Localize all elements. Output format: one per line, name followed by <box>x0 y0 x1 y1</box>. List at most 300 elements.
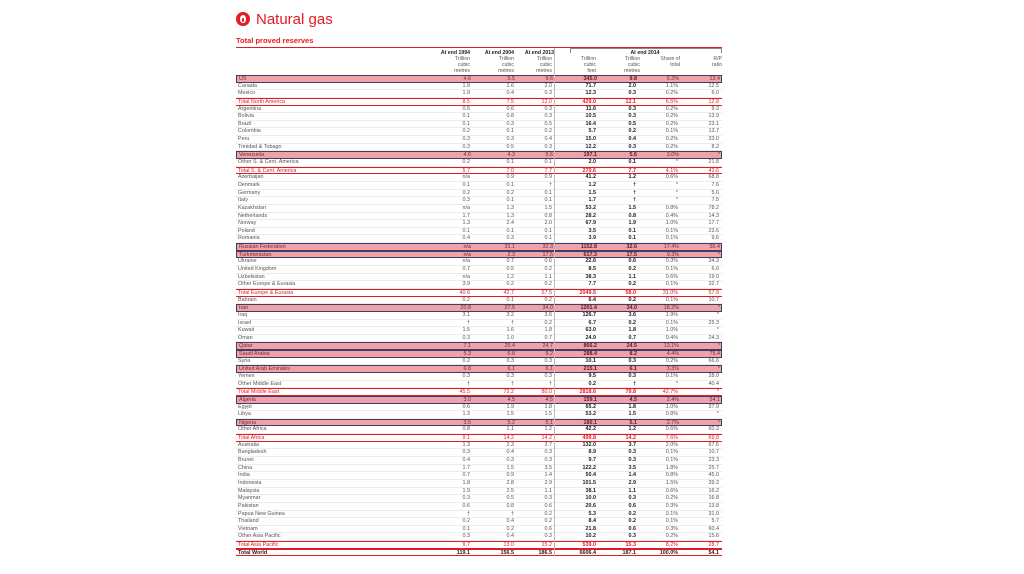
cell-value: 0.6 <box>544 525 552 532</box>
cell-value: 7.7 <box>588 281 596 288</box>
cell-value: 0.3 <box>506 457 514 464</box>
cell-value: 1.2 <box>506 273 514 280</box>
cell-value: 0.2 <box>628 319 636 326</box>
cell-value: * <box>717 152 720 159</box>
cell-value: 17.4% <box>663 244 679 251</box>
row-label: Papua New Guinea <box>238 510 285 517</box>
cell-value: 0.3 <box>628 495 636 502</box>
row-label: Libya <box>238 411 251 418</box>
cell-value: 0.3 <box>628 113 636 120</box>
cell-value: 53.2 <box>585 411 596 418</box>
cell-value: 38.1 <box>585 487 596 494</box>
cell-value: 5.7 <box>462 167 470 174</box>
cell-value: 3.5 <box>628 464 636 471</box>
cell-value: 69.8 <box>708 435 719 442</box>
cell-value: 126.7 <box>582 311 596 318</box>
table-row <box>236 335 722 343</box>
cell-value: 0.3 <box>462 495 470 502</box>
cell-value: n/a <box>463 244 471 251</box>
cell-value: 10.1 <box>585 357 596 364</box>
cell-value: 1.9 <box>462 82 470 89</box>
cell-value: 2.9 <box>628 479 636 486</box>
table-row <box>236 396 722 404</box>
cell-value: 0.3 <box>462 197 470 204</box>
table-row <box>236 182 722 190</box>
row-label: Germany <box>238 189 261 196</box>
cell-value: 1152.8 <box>580 244 597 251</box>
cell-value: 0.2% <box>665 120 678 127</box>
cell-value: 0.7 <box>462 266 470 273</box>
cell-value: 0.7 <box>462 472 470 479</box>
cell-value: 60.4 <box>708 525 719 532</box>
cell-value: 0.6% <box>665 426 678 433</box>
cell-value: 31.0 <box>708 510 719 517</box>
cell-value: 0.4 <box>506 449 514 456</box>
cell-value: n/a <box>462 174 470 181</box>
cell-value: 1.0% <box>665 220 678 227</box>
cell-value: † <box>511 319 514 326</box>
cell-value: 1.8% <box>665 464 678 471</box>
cell-value: 13.8 <box>708 502 719 509</box>
cell-value: 32.6 <box>626 244 637 251</box>
cell-value: 9.3 <box>711 105 719 112</box>
table-row <box>236 144 722 152</box>
cell-value: 1.1 <box>628 273 636 280</box>
cell-value: 27.5 <box>504 305 515 312</box>
cell-value: 60.3 <box>708 426 719 433</box>
cell-value: 16.8 <box>708 495 719 502</box>
table-row <box>236 106 722 114</box>
row-label: Algeria <box>239 396 256 403</box>
cell-value: 13.4 <box>709 76 720 82</box>
cell-value: 28.7 <box>708 542 719 549</box>
cell-value: 8.9 <box>588 449 596 456</box>
cell-value: 24.9 <box>585 334 596 341</box>
cell-value: 39.2 <box>708 479 719 486</box>
unit-line: cubic <box>627 61 640 68</box>
unit-line: total <box>670 61 680 68</box>
cell-value: 1.9 <box>462 90 470 97</box>
cell-value: 1.8 <box>544 403 552 410</box>
cell-value: 0.1 <box>506 296 514 303</box>
cell-value: * <box>675 380 678 387</box>
row-label: Bahrain <box>238 296 257 303</box>
cell-value: 0.3 <box>544 449 552 456</box>
cell-value: 32.7 <box>708 281 719 288</box>
cell-value: 0.1 <box>462 113 470 120</box>
cell-value: 40.6 <box>459 289 470 296</box>
cell-value: 0.1 <box>544 159 552 166</box>
table-row <box>236 83 722 91</box>
cell-value: 67.6 <box>708 441 719 448</box>
total-row <box>236 289 722 297</box>
table-row <box>236 327 722 335</box>
cell-value: 0.6 <box>462 502 470 509</box>
table-row <box>236 297 722 305</box>
cell-value: 1.2 <box>628 426 636 433</box>
cell-value: 3.9 <box>588 235 596 242</box>
cell-value: 4.1% <box>665 167 678 174</box>
cell-value: 33.0 <box>708 136 719 143</box>
row-label: Qatar <box>239 343 253 350</box>
cell-value: 54.1 <box>709 396 720 403</box>
cell-value: 14.3 <box>708 212 719 219</box>
cell-value: 1.2 <box>588 181 596 188</box>
cell-value: 0.2 <box>588 380 596 387</box>
cell-value: 3.0% <box>666 152 679 159</box>
cell-value: 0.3 <box>462 143 470 150</box>
cell-value: 0.2% <box>665 90 678 97</box>
table-row <box>236 411 722 419</box>
cell-value: † <box>467 319 470 326</box>
cell-value: 7.5 <box>711 197 719 204</box>
cell-value: 28.0 <box>708 372 719 379</box>
cell-value: 5.3 <box>588 510 596 517</box>
table-row <box>236 121 722 129</box>
cell-value: 8.4 <box>588 518 596 525</box>
cell-value: 79.8 <box>625 389 636 396</box>
unit-line: cubic <box>457 61 470 68</box>
cell-value: 6.8 <box>463 366 471 373</box>
table-subtitle: Total proved reserves <box>236 36 314 45</box>
row-label: Ukraine <box>238 258 257 265</box>
row-label: Kuwait <box>238 327 255 334</box>
cell-value: 1.1 <box>544 487 552 494</box>
cell-value: 16.4 <box>585 120 596 127</box>
cell-value: 2.0 <box>628 82 636 89</box>
cell-value: 0.3 <box>628 357 636 364</box>
table-row <box>236 457 722 465</box>
cell-value: 17.5 <box>542 251 553 258</box>
cell-value: 0.6 <box>628 525 636 532</box>
cell-value: 5.1 <box>545 419 553 426</box>
cell-value: 42.2 <box>585 426 596 433</box>
cell-value: 1.5 <box>628 411 636 418</box>
cell-value: 345.0 <box>583 76 597 82</box>
cell-value: 0.2 <box>462 128 470 135</box>
cell-value: 6.8 <box>507 351 515 358</box>
unit-line: cubic <box>583 61 596 68</box>
table-row <box>236 419 722 427</box>
col-header-1994: At end 1994 <box>440 50 470 56</box>
cell-value: 2.4 <box>506 220 514 227</box>
cell-value: 1.6 <box>506 327 514 334</box>
cell-value: 4.6 <box>463 76 471 82</box>
cell-value: 0.3 <box>506 357 514 364</box>
cell-value: 5.6 <box>545 152 553 159</box>
cell-value: 15.3 <box>625 542 636 549</box>
cell-value: 0.1 <box>506 227 514 234</box>
cell-value: 24.5 <box>626 343 637 350</box>
cell-value: 1.9 <box>506 403 514 410</box>
cell-value: 0.2 <box>506 281 514 288</box>
cell-value: 119.1 <box>456 549 470 556</box>
cell-value: 5.2 <box>507 419 515 426</box>
cell-value: 0.8% <box>665 472 678 479</box>
row-label: Colombia <box>238 128 261 135</box>
table-row <box>236 213 722 221</box>
row-label: Uzbekistan <box>238 273 265 280</box>
unit-line: Trillion <box>498 56 514 62</box>
cell-value: 0.3 <box>628 457 636 464</box>
row-label: Iraq <box>238 311 248 318</box>
row-label: Other Middle East <box>238 380 282 387</box>
table-row <box>236 266 722 274</box>
cell-value: 1.4 <box>544 472 552 479</box>
cell-value: 0.2 <box>462 189 470 196</box>
table-header <box>236 48 722 75</box>
cell-value: 11.6 <box>585 105 596 112</box>
row-label: Iran <box>239 305 249 312</box>
cell-value: 0.1 <box>628 159 636 166</box>
cell-value: 0.2 <box>544 128 552 135</box>
row-label: Netherlands <box>238 212 268 219</box>
cell-value: 0.3 <box>628 372 636 379</box>
cell-value: 0.3 <box>544 105 552 112</box>
cell-value: 0.3 <box>506 235 514 242</box>
cell-value: 0.2 <box>544 518 552 525</box>
row-label: Total Africa <box>238 435 265 442</box>
table-row <box>236 243 722 251</box>
table-row <box>236 151 722 159</box>
cell-value: 23.1 <box>708 120 719 127</box>
table-row <box>236 495 722 503</box>
row-label: China <box>238 464 253 471</box>
cell-value: 0.3% <box>665 502 678 509</box>
cell-value: 6.0 <box>711 90 719 97</box>
cell-value: 40.4 <box>708 380 719 387</box>
row-label: Saudi Arabia <box>239 351 270 358</box>
cell-value: 0.3 <box>628 449 636 456</box>
row-label: Argentina <box>238 105 262 112</box>
cell-value: 3.1 <box>462 311 470 318</box>
cell-value: 0.1 <box>506 128 514 135</box>
cell-value: 4.3 <box>507 152 515 159</box>
cell-value: 2818.6 <box>579 389 596 396</box>
cell-value: 0.2% <box>665 357 678 364</box>
cell-value: 0.2% <box>665 105 678 112</box>
cell-value: 17.7 <box>708 220 719 227</box>
cell-value: 1.5 <box>506 464 514 471</box>
table-row <box>236 449 722 457</box>
cell-value: 0.8% <box>665 411 678 418</box>
cell-value: 12.8 <box>708 98 719 105</box>
cell-value: * <box>716 389 719 396</box>
cell-value: 0.3% <box>665 258 678 265</box>
cell-value: 0.3 <box>628 533 636 540</box>
table-row <box>236 404 722 412</box>
row-label: Azerbaijan <box>238 174 264 181</box>
cell-value: 0.8 <box>462 426 470 433</box>
cell-value: 1.9 <box>628 220 636 227</box>
cell-value: 0.8 <box>628 212 636 219</box>
cell-value: 34.0 <box>542 305 553 312</box>
cell-value: 57.5 <box>541 289 552 296</box>
row-label: Israel <box>238 319 252 326</box>
cell-value: 2.3 <box>506 441 514 448</box>
cell-value: 2.4% <box>666 396 679 403</box>
cell-value: 13.9 <box>708 113 719 120</box>
row-label: Peru <box>238 136 250 143</box>
cell-value: 58.0 <box>625 289 636 296</box>
row-label: Oman <box>238 334 253 341</box>
cell-value: 0.4 <box>544 136 552 143</box>
cell-value: 3.5 <box>463 419 471 426</box>
cell-value: 3.0 <box>463 396 471 403</box>
unit-line: cubic <box>501 61 514 68</box>
cell-value: 132.0 <box>582 441 596 448</box>
cell-value: 0.2 <box>544 296 552 303</box>
cell-value: 4.5 <box>507 396 515 403</box>
cell-value: 24.7 <box>542 343 553 350</box>
cell-value: 4.5 <box>629 396 637 403</box>
cell-value: 499.8 <box>582 435 596 442</box>
table-row <box>236 304 722 312</box>
cell-value: 0.6% <box>665 273 678 280</box>
cell-value: 2049.5 <box>579 289 596 296</box>
cell-value: 32.3 <box>542 244 553 251</box>
cell-value: 1.8 <box>462 479 470 486</box>
row-label: Romania <box>238 235 260 242</box>
cell-value: 0.5 <box>506 266 514 273</box>
cell-value: 0.2 <box>544 281 552 288</box>
cell-value: 1.0% <box>665 403 678 410</box>
cell-value: 3.7 <box>544 441 552 448</box>
cell-value: 22.6 <box>585 258 596 265</box>
cell-value: 0.1% <box>665 296 678 303</box>
cell-value: † <box>633 380 636 387</box>
cell-value: n/a <box>463 251 471 258</box>
cell-value: 13.7 <box>708 128 719 135</box>
table-row <box>236 220 722 228</box>
cell-value: 6.5% <box>665 98 678 105</box>
cell-value: 180.1 <box>583 419 597 426</box>
cell-value: 14.2 <box>625 435 636 442</box>
cell-value: † <box>511 380 514 387</box>
cell-value: 10.2 <box>585 533 596 540</box>
col-header-2004: At end 2004 <box>484 50 514 56</box>
unit-line: cubic <box>539 61 552 68</box>
cell-value: 41.2 <box>585 174 596 181</box>
cell-value: 8.2 <box>711 143 719 150</box>
cell-value: 5.7 <box>711 518 719 525</box>
cell-value: 0.1 <box>462 227 470 234</box>
cell-value: 159.1 <box>583 396 597 403</box>
cell-value: 0.1 <box>544 235 552 242</box>
cell-value: * <box>717 366 720 373</box>
table-row <box>236 503 722 511</box>
cell-value: 7.0 <box>506 167 514 174</box>
cell-value: 9.6 <box>711 235 719 242</box>
cell-value: 0.8% <box>665 204 678 211</box>
cell-value: 14.2 <box>503 435 514 442</box>
cell-value: 6.7 <box>588 319 596 326</box>
cell-value: 15.0 <box>585 136 596 143</box>
cell-value: 65.2 <box>585 403 596 410</box>
cell-value: 16.2 <box>708 487 719 494</box>
cell-value: 0.4% <box>665 334 678 341</box>
cell-value: 0.9 <box>544 174 552 181</box>
row-label: United Arab Emirates <box>239 366 290 373</box>
cell-value: 0.3 <box>462 136 470 143</box>
cell-value: 0.6% <box>665 174 678 181</box>
table-row <box>236 312 722 320</box>
table-row <box>236 197 722 205</box>
cell-value: 5.7 <box>588 128 596 135</box>
cell-value: 1.1 <box>628 487 636 494</box>
table-row <box>236 442 722 450</box>
cell-value: 1.4 <box>628 472 636 479</box>
cell-value: 0.6 <box>462 403 470 410</box>
cell-value: 25.3 <box>708 319 719 326</box>
cell-value: 186.5 <box>538 549 552 556</box>
cell-value: 7.1 <box>463 343 471 350</box>
cell-value: 0.2 <box>628 266 636 273</box>
cell-value: 0.2 <box>628 518 636 525</box>
cell-value: 0.3 <box>462 449 470 456</box>
cell-value: 0.1 <box>544 189 552 196</box>
table-row <box>236 205 722 213</box>
cell-value: 0.3 <box>544 457 552 464</box>
table-row <box>236 258 722 266</box>
cell-value: 12.0 <box>541 98 552 105</box>
cell-value: 5.1 <box>629 419 637 426</box>
cell-value: 72.2 <box>503 389 514 396</box>
table-row <box>236 190 722 198</box>
cell-value: 5.6 <box>629 152 637 159</box>
cell-value: 0.7 <box>628 334 636 341</box>
cell-value: 1.0 <box>506 334 514 341</box>
cell-value: 0.2 <box>462 159 470 166</box>
cell-value: 0.3% <box>665 525 678 532</box>
table-row <box>236 342 722 350</box>
cell-value: n/a <box>462 273 470 280</box>
table-row <box>236 113 722 121</box>
cell-value: 0.3 <box>506 372 514 379</box>
cell-value: 1.5 <box>506 411 514 418</box>
cell-value: 7.6 <box>711 181 719 188</box>
cell-value: * <box>675 159 678 166</box>
cell-value: 1.7 <box>588 197 596 204</box>
cell-value: 617.3 <box>583 251 597 258</box>
cell-value: 0.1 <box>628 235 636 242</box>
unit-label <box>596 57 640 74</box>
cell-value: 50.4 <box>585 472 596 479</box>
cell-value: 0.2 <box>628 296 636 303</box>
cell-value: 3.9 <box>462 281 470 288</box>
cell-value: 3.5 <box>544 464 552 471</box>
cell-value: 14.2 <box>541 435 552 442</box>
table-row <box>236 235 722 243</box>
cell-value: 7.5 <box>506 98 514 105</box>
cell-value: 6.1 <box>507 366 515 373</box>
total-row <box>236 98 722 106</box>
cell-value: 1.5 <box>588 189 596 196</box>
section-header <box>236 8 722 30</box>
cell-value: 2.9 <box>544 479 552 486</box>
cell-value: 42.7% <box>662 389 678 396</box>
cell-value: 0.1% <box>665 449 678 456</box>
cell-value: 2.0 <box>544 220 552 227</box>
cell-value: 18.2% <box>663 305 679 312</box>
cell-value: 0.1% <box>665 319 678 326</box>
cell-value: 0.2 <box>544 319 552 326</box>
unit-line: Trillion <box>536 56 552 62</box>
cell-value: 0.3 <box>628 105 636 112</box>
cell-value: 1.2 <box>544 426 552 433</box>
cell-value: 1.5 <box>544 204 552 211</box>
cell-value: 429.0 <box>582 98 596 105</box>
